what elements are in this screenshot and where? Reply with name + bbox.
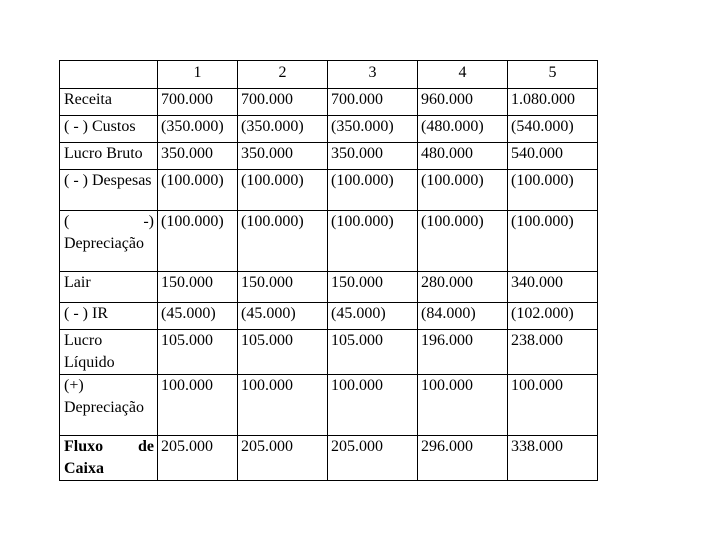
table-cell: 150.000 [158,272,238,303]
table-cell: 480.000 [418,143,508,170]
table-cell: 150.000 [238,272,328,303]
table-cell: (45.000) [328,303,418,330]
table-cell: 350.000 [238,143,328,170]
row-label: ( -) Depreciação [60,211,158,272]
table-cell: 150.000 [328,272,418,303]
table-cell: 350.000 [158,143,238,170]
table-cell: (540.000) [508,116,598,143]
table-cell: (350.000) [158,116,238,143]
table-cell: 196.000 [418,330,508,375]
row-label: Receita [60,89,158,116]
table-cell: 340.000 [508,272,598,303]
row-label: Fluxo de Caixa [60,436,158,481]
table-cell: (480.000) [418,116,508,143]
year-header: 2 [238,61,328,89]
table-cell: 105.000 [158,330,238,375]
table-cell: (100.000) [328,211,418,272]
table-cell: 105.000 [238,330,328,375]
table-cell: 700.000 [158,89,238,116]
table-cell: 700.000 [238,89,328,116]
table-row [60,436,598,481]
table-cell: (100.000) [328,170,418,211]
row-label: Lair [60,272,158,303]
table-row [60,89,598,116]
table-cell: 100.000 [328,375,418,436]
cash-flow-table [59,60,598,481]
table-cell: 205.000 [158,436,238,481]
row-label: ( - ) Despesas [60,170,158,211]
table-cell: (100.000) [508,170,598,211]
table-cell: (350.000) [238,116,328,143]
table-row [60,143,598,170]
row-label: ( - ) IR [60,303,158,330]
year-header: 5 [508,61,598,89]
table-row [60,303,598,330]
year-header: 1 [158,61,238,89]
row-label: Lucro Líquido [60,330,158,375]
table-cell: 700.000 [328,89,418,116]
table-row [60,211,598,272]
corner-cell [60,61,158,89]
row-label: Lucro Bruto [60,143,158,170]
table-cell: 540.000 [508,143,598,170]
table-cell: (102.000) [508,303,598,330]
table-cell: (100.000) [238,170,328,211]
table-cell: 100.000 [158,375,238,436]
table-cell: 280.000 [418,272,508,303]
table-cell: (350.000) [328,116,418,143]
table-cell: 205.000 [238,436,328,481]
table-cell: (100.000) [238,211,328,272]
table-cell: 960.000 [418,89,508,116]
table-row [60,116,598,143]
year-header: 4 [418,61,508,89]
table-cell: 205.000 [328,436,418,481]
table-cell: (100.000) [418,170,508,211]
table-cell: (100.000) [508,211,598,272]
table-row [60,272,598,303]
table-row [60,170,598,211]
table-cell: 338.000 [508,436,598,481]
row-label: ( - ) Custos [60,116,158,143]
header-row [60,61,598,89]
row-label: (+) Depreciação [60,375,158,436]
year-header: 3 [328,61,418,89]
table-cell: (100.000) [158,170,238,211]
table-cell: 100.000 [418,375,508,436]
table-cell: 1.080.000 [508,89,598,116]
table-cell: (45.000) [158,303,238,330]
table-cell: 100.000 [238,375,328,436]
table-cell: 296.000 [418,436,508,481]
table-cell: 350.000 [328,143,418,170]
table-cell: (84.000) [418,303,508,330]
table-cell: 105.000 [328,330,418,375]
table-row [60,375,598,436]
table-cell: 238.000 [508,330,598,375]
table-cell: (100.000) [158,211,238,272]
table-cell: (45.000) [238,303,328,330]
table-row [60,330,598,375]
table-cell: (100.000) [418,211,508,272]
table-cell: 100.000 [508,375,598,436]
